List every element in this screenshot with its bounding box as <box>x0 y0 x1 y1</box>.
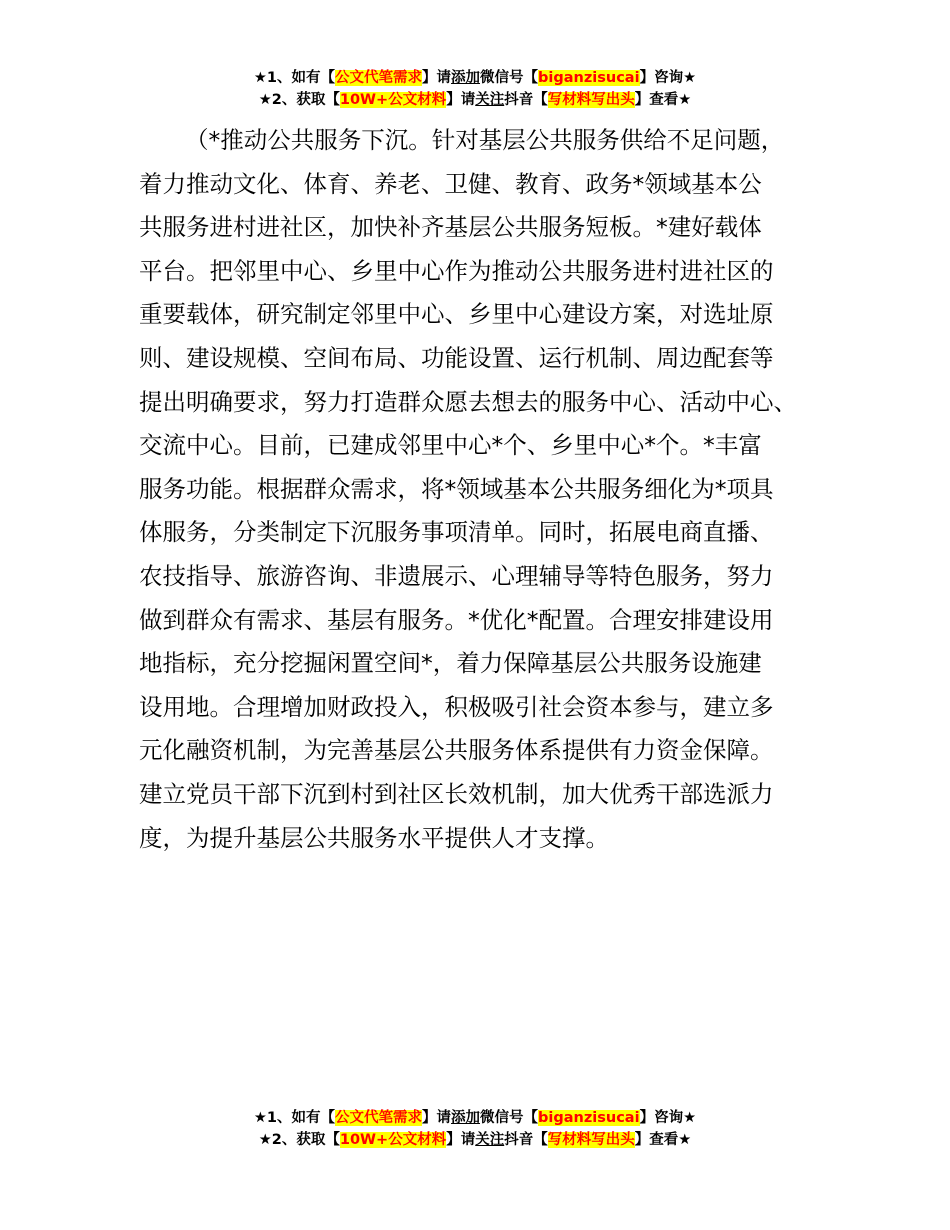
banner-text: 抖音【 <box>504 1132 548 1148</box>
banner-text: 】查看★ <box>634 1132 692 1148</box>
banner-text: 】查看★ <box>634 92 692 108</box>
banner-highlight: 公文代笔需求 <box>335 1110 423 1126</box>
document-paragraph <box>139 119 839 860</box>
banner-highlight: 写材料写出头 <box>547 1132 635 1148</box>
paragraph-line: 设用地。合理增加财政投入，积极吸引社会资本参与，建立多 <box>139 692 774 721</box>
banner-highlight: biganzisucai <box>538 70 640 86</box>
banner-text: ★2、获取【 <box>258 92 340 108</box>
banner-underlined-text: 关注 <box>475 92 505 108</box>
banner-highlight: biganzisucai <box>538 1110 640 1126</box>
banner-line-2 <box>0 89 950 111</box>
banner-text: 】请 <box>422 70 452 86</box>
banner-highlight: 10W+公文材料 <box>339 92 447 108</box>
banner-underlined-text: 添加 <box>451 70 481 86</box>
footer-banner <box>0 1107 950 1151</box>
banner-text: ★1、如有【 <box>253 70 336 86</box>
banner-text: 】请 <box>446 1132 476 1148</box>
banner-underlined-text: 添加 <box>451 1110 481 1126</box>
paragraph-line: 地指标，充分挖掘闲置空间*，着力保障基层公共服务设施建 <box>139 649 762 678</box>
banner-highlight: 公文代笔需求 <box>335 70 423 86</box>
paragraph-line: 度，为提升基层公共服务水平提供人才支撑。 <box>139 823 609 852</box>
banner-highlight: 写材料写出头 <box>547 92 635 108</box>
banner-text: ★1、如有【 <box>253 1110 336 1126</box>
banner-line-1 <box>0 1107 950 1129</box>
header-banner <box>0 67 950 111</box>
banner-text: 】请 <box>446 92 476 108</box>
banner-text: 】咨询★ <box>639 1110 697 1126</box>
paragraph-line: 提出明确要求，努力打造群众愿去想去的服务中心、活动中心、 <box>139 387 797 416</box>
paragraph-line: 则、建设规模、空间布局、功能设置、运行机制、周边配套等 <box>139 343 774 372</box>
banner-text: 微信号【 <box>480 70 539 86</box>
banner-text: 】请 <box>422 1110 452 1126</box>
banner-text: 微信号【 <box>480 1110 539 1126</box>
paragraph-line: 平台。把邻里中心、乡里中心作为推动公共服务进村进社区的 <box>139 256 774 285</box>
banner-line-2 <box>0 1129 950 1151</box>
banner-text: 抖音【 <box>504 92 548 108</box>
paragraph-line: 交流中心。目前，已建成邻里中心*个、乡里中心*个。*丰富 <box>139 431 762 460</box>
paragraph-line: 共服务进村进社区，加快补齐基层公共服务短板。*建好载体 <box>139 213 762 242</box>
paragraph-line: 着力推动文化、体育、养老、卫健、教育、政务*领域基本公 <box>139 169 762 198</box>
paragraph-line: 重要载体，研究制定邻里中心、乡里中心建设方案，对选址原 <box>139 300 774 329</box>
banner-line-1 <box>0 67 950 89</box>
banner-highlight: 10W+公文材料 <box>339 1132 447 1148</box>
paragraph-line: （*推动公共服务下沉。针对基层公共服务供给不足问题， <box>185 126 785 154</box>
banner-text: 】咨询★ <box>639 70 697 86</box>
paragraph-line: 做到群众有需求、基层有服务。*优化*配置。合理安排建设用 <box>139 605 774 634</box>
paragraph-line: 体服务，分类制定下沉服务事项清单。同时，拓展电商直播、 <box>139 518 774 547</box>
paragraph-line: 元化融资机制，为完善基层公共服务体系提供有力资金保障。 <box>139 736 774 765</box>
banner-text: ★2、获取【 <box>258 1132 340 1148</box>
paragraph-line: 服务功能。根据群众需求，将*领域基本公共服务细化为*项具 <box>139 474 774 503</box>
paragraph-line: 建立党员干部下沉到村到社区长效机制，加大优秀干部选派力 <box>139 779 774 808</box>
paragraph-line: 农技指导、旅游咨询、非遗展示、心理辅导等特色服务，努力 <box>139 561 774 590</box>
banner-underlined-text: 关注 <box>475 1132 505 1148</box>
